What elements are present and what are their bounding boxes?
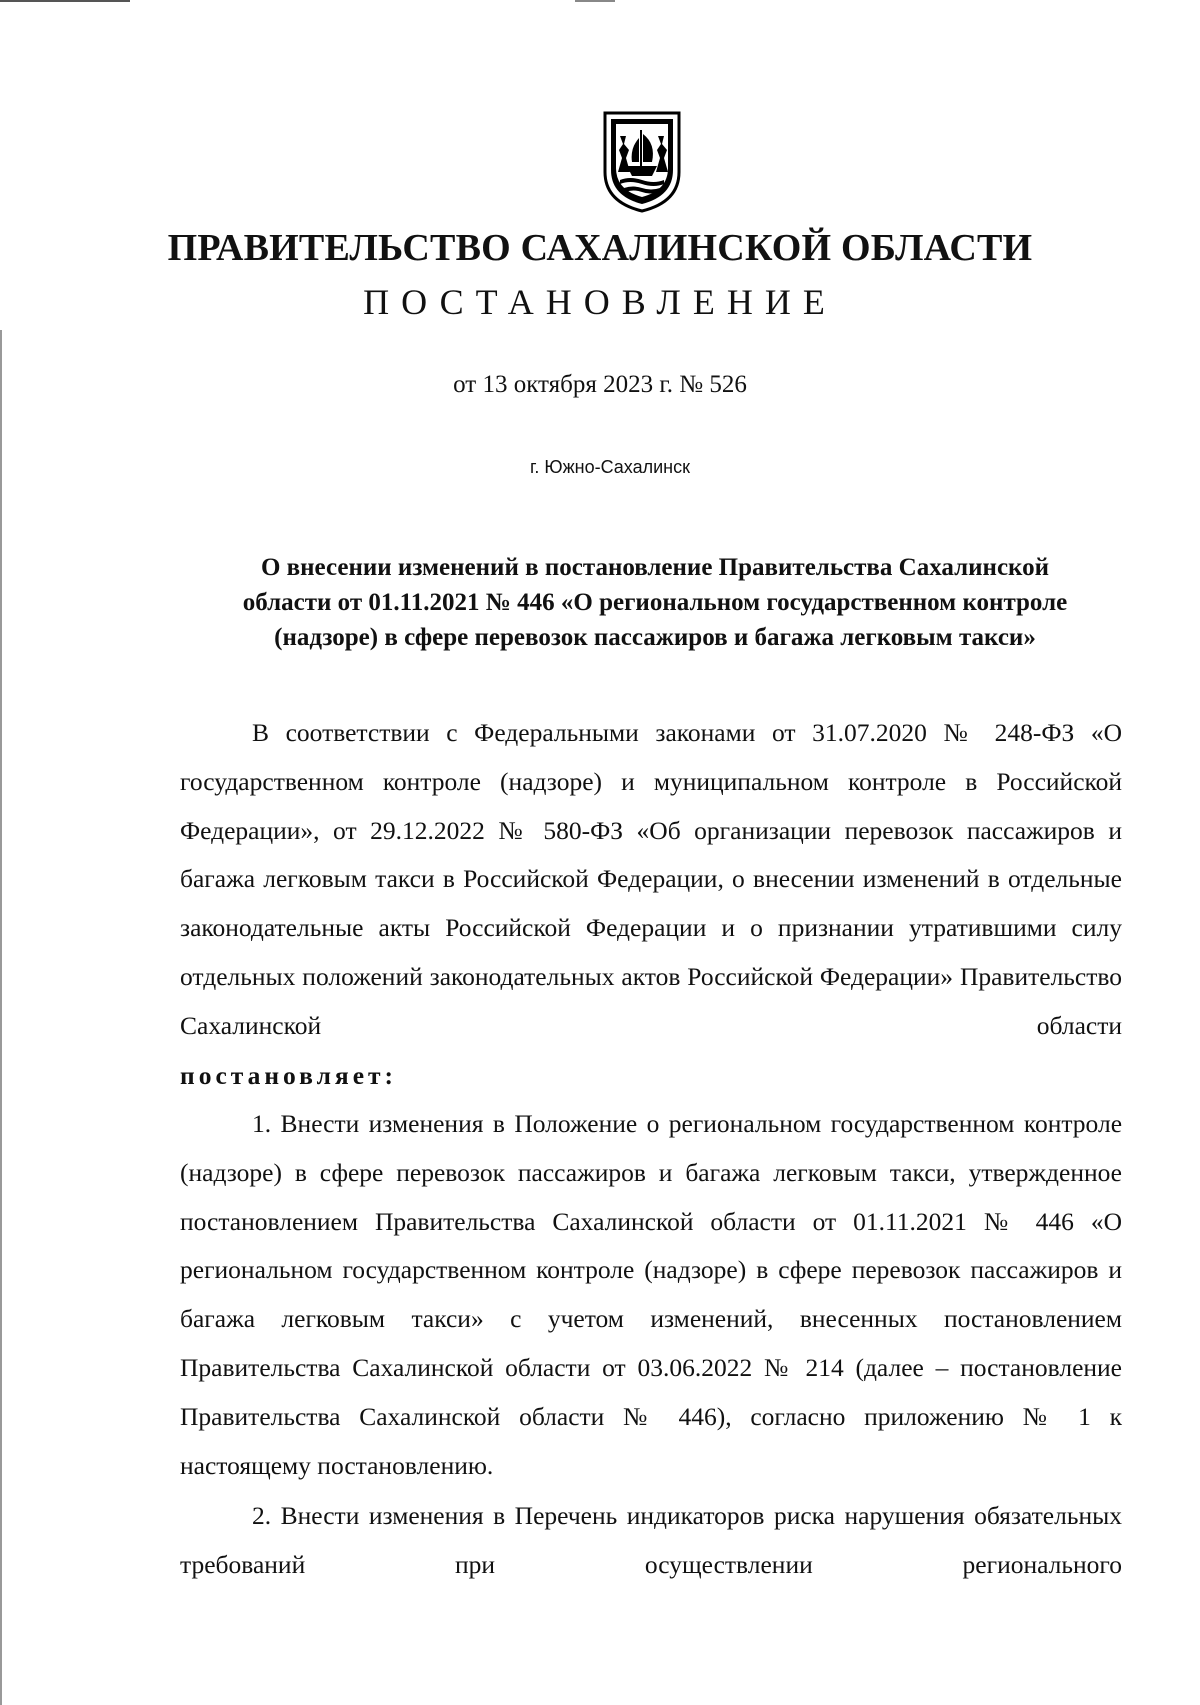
item-1-paragraph <box>180 1100 1122 1490</box>
subject-line: области от 01.11.2021 № 446 «О региональном государственном контроле <box>242 589 1068 616</box>
paragraph-line: 1. Внести изменения в Положение о региональном государственном <box>252 1109 1015 1138</box>
preamble-paragraph <box>180 709 1122 1051</box>
subject-line: (надзоре) в сфере перевозок пассажиров и багажа легковым такси» <box>274 624 1036 651</box>
paragraph-line: Российской Федерации», от 29.12.2022 № 580-ФЗ «Об организации перевозок <box>180 766 1122 845</box>
subject-line: О внесении изменений в постановление Правительства Сахалинской <box>260 554 1050 581</box>
scan-edge-mark <box>0 0 130 2</box>
paragraph-line: В соответствии с Федеральными законами от 31.07.2020 № 248-ФЗ <box>252 718 1075 747</box>
paragraph-line: «О государственном контроле (надзоре) и муниципальном контроле в <box>180 718 1123 796</box>
paragraph-line: изменений в отдельные законодательные акты Российской Федерации и о <box>180 864 1122 943</box>
document-date-number: от 13 октября 2023 г. № 526 <box>453 371 747 398</box>
paragraph-line: утвержденное постановлением Правительства Сахалинской области от <box>180 1157 1122 1236</box>
government-title: ПРАВИТЕЛЬСТВО САХАЛИНСКОЙ ОБЛАСТИ <box>167 227 1033 269</box>
scan-edge-mark <box>0 330 2 1705</box>
scan-edge-mark <box>575 0 615 2</box>
decree-word: постановляет: <box>180 1061 398 1090</box>
item-2-paragraph <box>180 1492 1122 1590</box>
paragraph-line: 01.11.2021 № 446 «О региональном государственном контроле (надзоре) в <box>180 1206 1122 1285</box>
paragraph-line: признании утратившими силу отдельных положений законодательных актов <box>180 913 1122 991</box>
paragraph-line: пассажиров и багажа легковым такси в Российской Федерации, о внесении <box>180 815 1123 894</box>
paragraph-line: 2. Внести изменения в Перечень индикаторов риска нарушения <box>252 1501 965 1530</box>
paragraph-line: внесенных постановлением Правительства Сахалинской области от <box>180 1304 1123 1382</box>
paragraph-line: 03.06.2022 № 214 (далее – постановление Правительства Сахалинской <box>180 1352 1122 1431</box>
paragraph-line: Российской Федерации» Правительство Сахалинской области <box>180 961 1123 1040</box>
paragraph-line: сфере перевозок пассажиров и багажа легковым такси» с учетом изменений, <box>180 1255 1122 1334</box>
paragraph-line: контроле (надзоре) в сфере перевозок пассажиров и багажа легковым такси, <box>180 1109 1123 1187</box>
paragraph-line: области № 446), согласно приложению № 1 к настоящему постановлению. <box>180 1401 1122 1480</box>
paragraph-line: обязательных требований при осуществлении регионального <box>180 1501 1122 1579</box>
document-type: ПОСТАНОВЛЕНИЕ <box>363 282 837 322</box>
document-subject <box>180 550 1130 655</box>
document-city: г. Южно-Сахалинск <box>530 457 690 477</box>
sakhalin-coat-of-arms-icon <box>602 110 682 214</box>
